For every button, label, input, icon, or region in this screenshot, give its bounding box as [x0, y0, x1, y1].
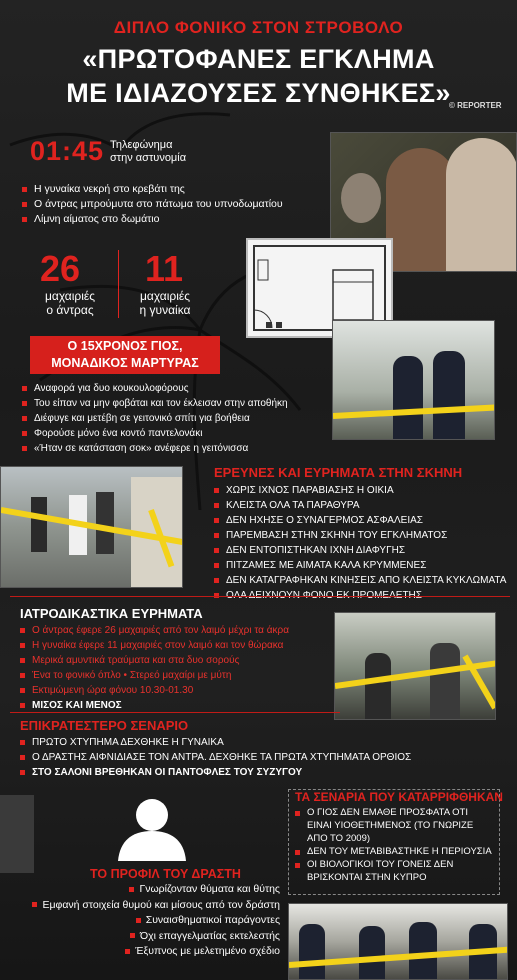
list-item: ΠΑΡΕΜΒΑΣΗ ΣΤΗΝ ΣΚΗΝΗ ΤΟΥ ΕΓΚΛΗΜΑΤΟΣ	[214, 528, 506, 543]
man-stab-label	[20, 289, 120, 317]
investigation-heading: ΕΡΕΥΝΕΣ ΚΑΙ ΕΥΡΗΜΑΤΑ ΣΤΗΝ ΣΚΗΝΗ	[214, 465, 463, 480]
profile-heading: ΤΟ ΠΡΟΦΙΛ ΤΟΥ ΔΡΑΣΤΗ	[90, 867, 241, 881]
stabs-divider	[118, 250, 119, 318]
list-item: ΠΙΤΖΑΜΕΣ ΜΕ ΑΙΜΑΤΑ ΚΑΛΑ ΚΡΥΜΜΕΝΕΣ	[214, 558, 506, 573]
list-item: Αναφορά για δυο κουκουλοφόρους	[22, 381, 288, 396]
list-item	[0, 898, 280, 914]
forensics-heading: ΙΑΤΡΟΔΙΚΑΣΤΙΚΑ ΕΥΡΗΜΑΤΑ	[20, 606, 203, 621]
list-item: Η γυναίκα νεκρή στο κρεβάτι της	[22, 182, 283, 197]
police-officers-photo	[332, 320, 495, 440]
list-item-text: Έξυπνος με μελετημένο σχέδιο	[135, 945, 280, 957]
list-item: ΧΩΡΙΣ ΙΧΝΟΣ ΠΑΡΑΒΙΑΣΗΣ Η ΟΙΚΙΑ	[214, 483, 506, 498]
man-stab-label-line2: ο άντρας	[46, 303, 94, 317]
witness-banner	[30, 336, 220, 374]
list-item	[0, 882, 280, 898]
list-item: ΜΙΣΟΣ ΚΑΙ ΜΕΝΟΣ	[20, 698, 289, 713]
officer-figure	[299, 924, 325, 980]
section-divider	[10, 596, 510, 597]
list-item: Φορούσε μόνο ένα κοντό παντελονάκι	[22, 426, 288, 441]
list-item-text: Συναισθηματικοί παράγοντες	[145, 914, 280, 926]
witness-banner-line1: Ο 15ΧΡΟΝΟΣ ΓΙΟΣ,	[67, 339, 183, 353]
woman-stab-label-line1: μαχαιριές	[139, 289, 191, 303]
header-title-line2: ΜΕ ΙΔΙΑΖΟΥΣΕΣ ΣΥΝΘΗΚΕΣ»	[66, 78, 451, 108]
bullet-mark	[130, 933, 135, 938]
call-time: 01:45	[30, 136, 105, 166]
person-figure	[96, 492, 114, 554]
call-label-line1: Τηλεφώνημα	[110, 139, 173, 151]
forensic-team-photo	[334, 612, 496, 720]
list-item: ΠΡΩΤΟ ΧΤΥΠΗΜΑ ΔΕΧΘΗΚΕ Η ΓΥΝΑΙΚΑ	[20, 735, 411, 750]
suspect-silhouette-icon	[112, 795, 192, 861]
scene-bullet-list	[22, 182, 283, 227]
list-item: Του είπαν να μην φοβάται και τον έκλεισαν στην αποθήκη	[22, 396, 288, 411]
rejected-list	[295, 806, 495, 884]
list-item: Διέφυγε και μετέβη σε γειτονικό σπίτι για βοήθεια	[22, 411, 288, 426]
bullet-mark	[129, 887, 134, 892]
call-label-line2: στην αστυνομία	[110, 152, 187, 164]
scenario-list	[20, 735, 411, 780]
list-item: ΔΕΝ ΚΑΤΑΓΡΑΦΗΚΑΝ ΚΙΝΗΣΕΙΣ ΑΠΟ ΚΛΕΙΣΤΑ ΚΥΚΛΩΜΑΤΑ	[214, 573, 506, 588]
witness-banner-line2: ΜΟΝΑΔΙΚΟΣ ΜΑΡΤΥΡΑΣ	[51, 356, 199, 370]
list-item-text: Εμφανή στοιχεία θυμού και μίσους από τον δράστη	[42, 898, 280, 911]
list-item-text: Γνωρίζονταν θύματα και θύτης	[139, 883, 280, 895]
list-item: ΚΛΕΙΣΤΑ ΟΛΑ ΤΑ ΠΑΡΑΘΥΡΑ	[214, 498, 506, 513]
header-title-line1: «ΠΡΩΤΟΦΑΝΕΣ ΕΓΚΛΗΜΑ	[82, 44, 435, 74]
person-figure	[365, 653, 391, 720]
person-figure	[31, 497, 47, 552]
list-item: Μερικά αμυντικά τραύματα και στα δυο σορούς	[20, 653, 289, 668]
list-item: ΔΕΝ ΗΧΗΣΕ Ο ΣΥΝΑΓΕΡΜΟΣ ΑΣΦΑΛΕΙΑΣ	[214, 513, 506, 528]
bullet-mark	[125, 949, 130, 954]
list-item: Λίμνη αίματος στο δωμάτιο	[22, 212, 283, 227]
profile-list	[0, 882, 280, 960]
man-stab-label-line1: μαχαιριές	[44, 289, 96, 303]
list-item: Ο άντρας μπρούμυτα στο πάτωμα του υπνοδωματίου	[22, 197, 283, 212]
person-figure	[430, 643, 460, 720]
list-item	[0, 913, 280, 929]
brand-logo: © REPORTER	[449, 101, 502, 110]
call-label	[110, 139, 186, 165]
list-item: Η γυναίκα έφερε 11 μαχαιριές στον λαιμό και τον θώρακα	[20, 638, 289, 653]
list-item-text: Όχι επαγγελματίας εκτελεστής	[139, 929, 280, 942]
list-item: Ο άντρας έφερε 26 μαχαιριές από τον λαιμό μέχρι τα άκρα	[20, 623, 289, 638]
crime-scene-street-photo	[0, 466, 183, 588]
man-stab-count: 26	[40, 248, 81, 289]
list-item: Ο ΔΡΑΣΤΗΣ ΑΙΦΝΙΔΙΑΣΕ ΤΟΝ ΑΝΤΡΑ. ΔΕΧΘΗΚΕ ΤΑ ΠΡΩΤΑ ΧΤΥΠΗΜΑΤΑ ΟΡΘΙΟΣ	[20, 750, 411, 765]
woman-stab-label-line2: η γυναίκα	[139, 303, 191, 317]
rejected-heading: ΤΑ ΣΕΝΑΡΙΑ ΠΟΥ ΚΑΤΑΡΡΙΦΘΗΚΑΝ	[295, 790, 503, 804]
section-divider	[10, 712, 340, 713]
police-cordon-photo	[288, 903, 508, 980]
investigation-list	[214, 483, 506, 603]
list-item: «Ήταν σε κατάσταση σοκ» ανέφερε η γειτόνισσα	[22, 441, 288, 456]
header-kicker: ΔΙΠΛΟ ΦΟΝΙΚΟ ΣΤΟΝ ΣΤΡΟΒΟΛΟ	[113, 18, 404, 37]
suspect-silhouette-card	[0, 795, 34, 873]
officer-figure	[433, 351, 465, 440]
blurred-face	[341, 173, 381, 223]
scenario-heading: ΕΠΙΚΡΑΤΕΣΤΕΡΟ ΣΕΝΑΡΙΟ	[20, 718, 189, 733]
woman-stab-count: 11	[145, 248, 184, 289]
officer-figure	[393, 356, 423, 440]
forensics-list	[20, 623, 289, 713]
list-item: ΣΤΟ ΣΑΛΟΝΙ ΒΡΕΘΗΚΑΝ ΟΙ ΠΑΝΤΟΦΛΕΣ ΤΟΥ ΣΥΖΥΓΟΥ	[20, 765, 411, 780]
list-item	[0, 929, 280, 945]
bullet-mark	[32, 902, 37, 907]
list-item	[0, 944, 280, 960]
man-figure	[446, 138, 517, 272]
list-item: ΟΙ ΒΙΟΛΟΓΙΚΟΙ ΤΟΥ ΓΟΝΕΙΣ ΔΕΝ ΒΡΙΣΚΟΝΤΑΙ ΣΤΗΝ ΚΥΠΡΟ	[295, 858, 475, 884]
woman-stab-label	[125, 289, 205, 317]
officer-figure	[359, 926, 385, 980]
bullet-mark	[136, 918, 141, 923]
list-item: ΔΕΝ ΕΝΤΟΠΙΣΤΗΚΑΝ ΙΧΝΗ ΔΙΑΦΥΓΗΣ	[214, 543, 506, 558]
list-item: Ένα το φονικό όπλο • Στερεό μαχαίρι με μύτη	[20, 668, 289, 683]
list-item: Εκτιμώμενη ώρα φόνου 10.30-01.30	[20, 683, 289, 698]
list-item: Ο ΓΙΟΣ ΔΕΝ ΕΜΑΘΕ ΠΡΟΣΦΑΤΑ ΟΤΙ ΕΙΝΑΙ ΥΙΟΘΕΤΗΜΕΝΟΣ (ΤΟ ΓΝΩΡΙΖΕ ΑΠΟ ΤΟ 2009)	[295, 806, 485, 845]
list-item: ΔΕΝ ΤΟΥ ΜΕΤΑΒΙΒΑΣΤΗΚΕ Η ΠΕΡΙΟΥΣΙΑ	[295, 845, 495, 858]
witness-bullet-list	[22, 381, 288, 456]
